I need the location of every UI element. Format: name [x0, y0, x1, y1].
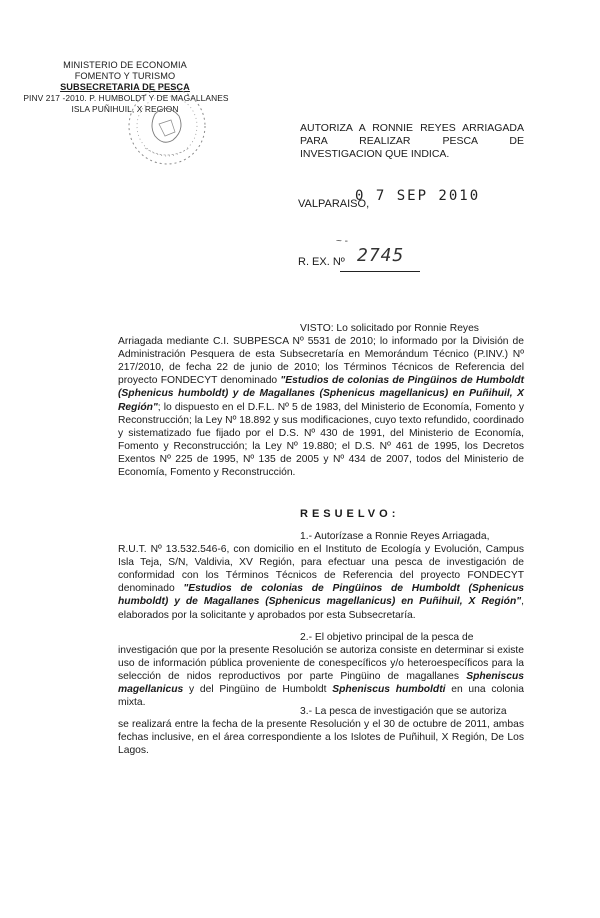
- item-1-opening: 1.- Autorízase a Ronnie Reyes Arriagada,: [300, 531, 490, 542]
- date-stamp: 0 7 SEP 2010: [355, 188, 481, 204]
- ministry-line-2: FOMENTO Y TURISMO: [74, 71, 176, 81]
- subject-line-1: AUTORIZA A RONNIE REYES ARRIAGADA: [300, 122, 524, 134]
- item-2-species-humboldti: Spheniscus humboldti: [332, 684, 446, 696]
- resolution-item-1: [118, 530, 524, 622]
- resolution-label: R. EX. Nº: [298, 256, 345, 268]
- item-1-project-title: "Estudios de colonias de Pingüinos de Humboldt (Sphenicus humboldt) y de Magallanes (Sphenicus magellanicus) en Puñihuil, X Región": [118, 583, 524, 608]
- resuelvo-heading: RESUELVO:: [300, 508, 400, 520]
- subject-line-2: PARA REALIZAR PESCA DE: [300, 135, 524, 147]
- resolution-subject: [300, 122, 524, 161]
- resolution-number-underline: [340, 271, 420, 272]
- item-2-opening: 2.- El objetivo principal de la pesca de: [300, 632, 474, 643]
- item-1-text: R.U.T. Nº 13.532.546-6, con domicilio en el Instituto de Ecología y Evolución, Campus Isla Teja, S/N, Valdivia, XV Región, para efectuar una pesca de investigación de conformidad con los Términos Técnicos de Referencia del proyecto FONDECYT denominado: [118, 544, 524, 595]
- item-3-text: se realizará entre la fecha de la presente Resolución y el 30 de octubre de 2011, ambas fechas inclusive, en el área correspondiente a los Islotes de Puñihuil, X Región, De Los Lagos.: [118, 719, 524, 757]
- resolution-item-3: [118, 705, 524, 757]
- resolution-number: 2745: [357, 245, 405, 266]
- resolution-item-2: [118, 631, 524, 710]
- visto-text-continued: ; lo dispuesto en el D.F.L. Nº 5 de 1983, del Ministerio de Economía, Fomento y Reconstrucción; la Ley Nº 18.892 y sus modificaciones, cuyo texto refundido, coordinado y sistematizado fue fijado por el D.S. Nº 430 de 1991, del Ministerio de Economía, Fomento y Reconstrucción; la Ley Nº 19.880; el D.S. Nº 461 de 1995, los Decretos Exentos Nº 225 de 1995, Nº 135 de 2005 y Nº 434 de 2007, todos del Ministerio de Economía, Fomento y Reconstrucción.: [118, 401, 524, 479]
- item-3-opening: 3.- La pesca de investigación que se autoriza: [300, 706, 507, 717]
- item-1-text-continued: , elaborados por la solicitante y aprobados por esta Subsecretaría.: [118, 596, 524, 621]
- item-2-text-middle: y del Pingüino de Humboldt: [183, 684, 333, 696]
- city-label: VALPARAISO,: [298, 198, 370, 210]
- visto-paragraph: [118, 322, 524, 479]
- item-2-text-end: en una colonia mixta.: [118, 684, 524, 709]
- visto-opening: VISTO: Lo solicitado por Ronnie Reyes: [300, 323, 479, 334]
- item-2-text: investigación que por la presente Resolución se autoriza consiste en determinar si existe uso de información pública proveniente de conespecíficos y/o heteroespecíficos para la selección de nidos reproductivos por parte Pingüino de magallanes: [118, 645, 524, 683]
- ministry-line-1: MINISTERIO DE ECONOMIA: [63, 60, 187, 70]
- visto-text: Arriagada mediante C.I. SUBPESCA Nº 5531 de 2010; lo informado por la División de Administración Pesquera de esta Subsecretaría en Memorándum Técnico (P.INV.) Nº 217/2010, de fecha 22 de junio de 2010; los Términos Técnicos de Referencia del proyecto FONDECYT denominado: [118, 336, 524, 387]
- visto-project-title: "Estudios de colonias de Pingüinos de Humboldt (Sphenicus humboldt) y de Magallanes (Sphenicus magellanicus) en Puñihuil, X Región": [118, 375, 525, 413]
- reference-line-1: PINV 217 -2010. P. HUMBOLDT Y DE MAGALLANES: [23, 93, 229, 103]
- reference-line-2: ISLA PUÑIHUIL, X REGION: [71, 104, 179, 114]
- item-2-species-magellanicus: Spheniscus magellanicus: [118, 671, 524, 696]
- subsecretaria-title: SUBSECRETARIA DE PESCA: [60, 82, 190, 92]
- official-seal-stamp: [125, 84, 209, 168]
- subject-line-3: INVESTIGACION QUE INDICA.: [300, 148, 450, 160]
- stamp-mark: ~ -: [336, 236, 348, 247]
